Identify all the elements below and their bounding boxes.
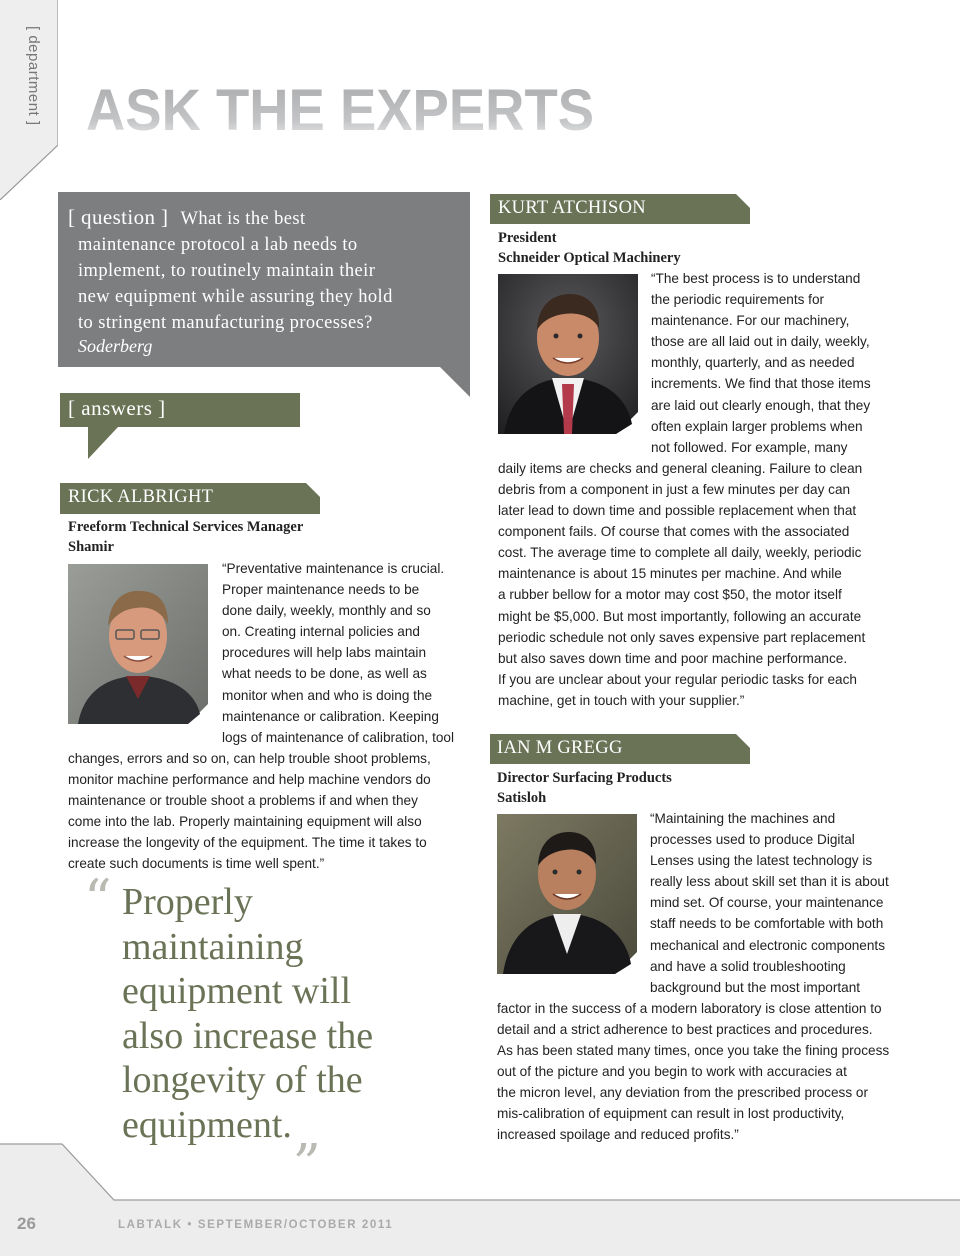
answer-line: monitor when and who is doing the xyxy=(222,687,433,703)
question-text xyxy=(68,204,448,336)
answer-line: Lenses using the latest technology is xyxy=(650,853,873,869)
question-line: to stringent manufacturing processes? xyxy=(78,313,373,333)
expert-title: President xyxy=(498,230,557,246)
answer-line: If you are unclear about your regular periodic tasks for each xyxy=(498,671,857,687)
answer-line: maintenance is about 15 minutes per machine. And while xyxy=(498,566,842,582)
expert-answer xyxy=(498,268,871,711)
answer-line: those are all laid out in daily, weekly, xyxy=(651,334,870,350)
pull-quote-last-line: equipment. xyxy=(122,1103,292,1146)
pull-quote-line: longevity of the xyxy=(122,1059,363,1101)
answer-line: maintenance or trouble shoot a problems if and when they xyxy=(68,793,418,809)
answer-line: on. Creating internal policies and xyxy=(222,624,420,640)
expert-name: IAN M GREGG xyxy=(497,738,623,758)
expert-name: KURT ATCHISON xyxy=(498,198,646,218)
answer-line: mind set. Of course, your maintenance xyxy=(650,895,884,911)
answer-line: periodic schedule not only saves expensive part replacement xyxy=(498,629,866,645)
answer-line: logs of maintenance of calibration, tool xyxy=(222,729,454,745)
answer-line: the micron level, any deviation from the prescribed process or xyxy=(497,1085,868,1101)
question-line: new equipment while assuring they hold xyxy=(78,287,393,307)
answer-line: detail and a strict adherence to best practices and procedures. xyxy=(497,1021,873,1037)
answer-line: and have a solid troubleshooting xyxy=(650,958,846,974)
answer-line: the periodic requirements for xyxy=(651,292,825,308)
answer-line: might be $5,000. But most importantly, following an accurate xyxy=(498,608,862,624)
answer-line: come into the lab. Properly maintaining equipment will also xyxy=(68,814,422,830)
footer-band xyxy=(0,1130,960,1256)
answer-line: monitor machine performance and help machine vendors do xyxy=(68,771,431,787)
pull-quote xyxy=(122,880,462,1162)
answer-line: done daily, weekly, monthly and so xyxy=(222,603,431,619)
answer-line: what needs to be done, as well as xyxy=(222,666,427,682)
expert-answer xyxy=(497,808,889,1146)
answer-line: monthly, quarterly, and as needed xyxy=(651,355,855,371)
question-line: What is the best xyxy=(180,209,306,229)
answer-line: maintenance or calibration. Keeping xyxy=(222,708,439,724)
answer-line: background but the most important xyxy=(650,979,861,995)
page-number: 26 xyxy=(17,1214,36,1233)
expert-role xyxy=(68,517,303,557)
answer-line: maintenance. For our machinery, xyxy=(651,313,850,329)
answer-line: procedures will help labs maintain xyxy=(222,645,427,661)
pull-quote-line: equipment will xyxy=(122,970,352,1012)
pull-quote-line: Properly xyxy=(122,881,253,923)
expert-company: Satisloh xyxy=(497,790,547,806)
pull-quote-line: also increase the xyxy=(122,1014,374,1057)
answer-line: often explain larger problems when xyxy=(651,418,863,434)
answer-line: really less about skill set than it is about xyxy=(650,874,889,890)
expert-title: Freeform Technical Services Manager xyxy=(68,519,304,535)
answers-label: [ answers ] xyxy=(68,396,166,420)
answer-line: a rubber bellow for a motor may cost $50, the motor itself xyxy=(498,587,842,603)
pull-quote-close-mark: „ xyxy=(293,1098,322,1162)
question-label: [ question ] xyxy=(68,205,169,229)
title-text: ASK THE EXPERTS xyxy=(86,78,594,143)
answer-line: daily items are checks and general cleaning. Failure to clean xyxy=(498,460,863,476)
expert-company: Shamir xyxy=(68,539,114,555)
expert-company: Schneider Optical Machinery xyxy=(498,250,681,266)
answer-line: factor in the success of a modern laboratory is close attention to xyxy=(497,1000,882,1016)
answer-line: out of the picture and you begin to work with accuracies at xyxy=(497,1064,847,1080)
question-line: maintenance protocol a lab needs to xyxy=(78,235,358,255)
answer-line: As has been stated many times, once you take the fining process xyxy=(497,1043,890,1059)
answer-line: create such documents is time well spent.” xyxy=(68,856,325,872)
answer-line: later lead to down time and possible replacement when that xyxy=(498,503,857,519)
answer-line: increase the longevity of the equipment. The time it takes to xyxy=(68,835,427,851)
answer-line: cost. The average time to complete all daily, weekly, periodic xyxy=(498,545,862,561)
answer-line: increased spoilage and reduced profits.” xyxy=(497,1127,739,1143)
answer-line: Proper maintenance needs to be xyxy=(222,582,420,598)
pull-quote-open-mark: “ xyxy=(84,868,112,931)
expert-role xyxy=(498,228,681,268)
expert-title: Director Surfacing Products xyxy=(497,770,672,786)
pull-quote-line: maintaining xyxy=(122,925,304,968)
answer-line: mis-calibration of equipment can result in lost productivity, xyxy=(497,1106,845,1122)
publication-footer: LABTALK • SEPTEMBER/OCTOBER 2011 xyxy=(118,1219,394,1231)
answer-line: component fails. Of course that comes with the associated xyxy=(498,524,850,540)
question-author: Soderberg xyxy=(78,336,153,356)
answer-line: staff needs to be comfortable with both xyxy=(650,916,884,932)
answer-line: changes, errors and so on, can help trouble shoot problems, xyxy=(68,750,431,766)
expert-role xyxy=(497,768,672,808)
answer-line: increments. We find that those items xyxy=(651,376,871,392)
answer-line: processes used to produce Digital xyxy=(650,832,855,848)
expert-answer xyxy=(68,558,454,874)
answer-line: not followed. For example, many xyxy=(651,439,848,455)
page-title xyxy=(80,74,620,164)
question-line: implement, to routinely maintain their xyxy=(78,261,376,281)
department-label: [ department ] xyxy=(25,26,42,126)
expert-name: RICK ALBRIGHT xyxy=(68,487,214,507)
answer-line: “Maintaining the machines and xyxy=(650,811,836,826)
answer-line: “Preventative maintenance is crucial. xyxy=(222,561,445,576)
answer-line: machine, get in touch with your supplier.” xyxy=(498,692,745,708)
answer-line: but also saves down time and poor machine performance. xyxy=(498,650,848,666)
answer-line: “The best process is to understand xyxy=(651,271,861,286)
answer-line: are laid out clearly enough, that they xyxy=(651,397,871,413)
answer-line: mechanical and electronic components xyxy=(650,937,886,953)
answer-line: debris from a component in just a few minutes per day can xyxy=(498,481,851,497)
